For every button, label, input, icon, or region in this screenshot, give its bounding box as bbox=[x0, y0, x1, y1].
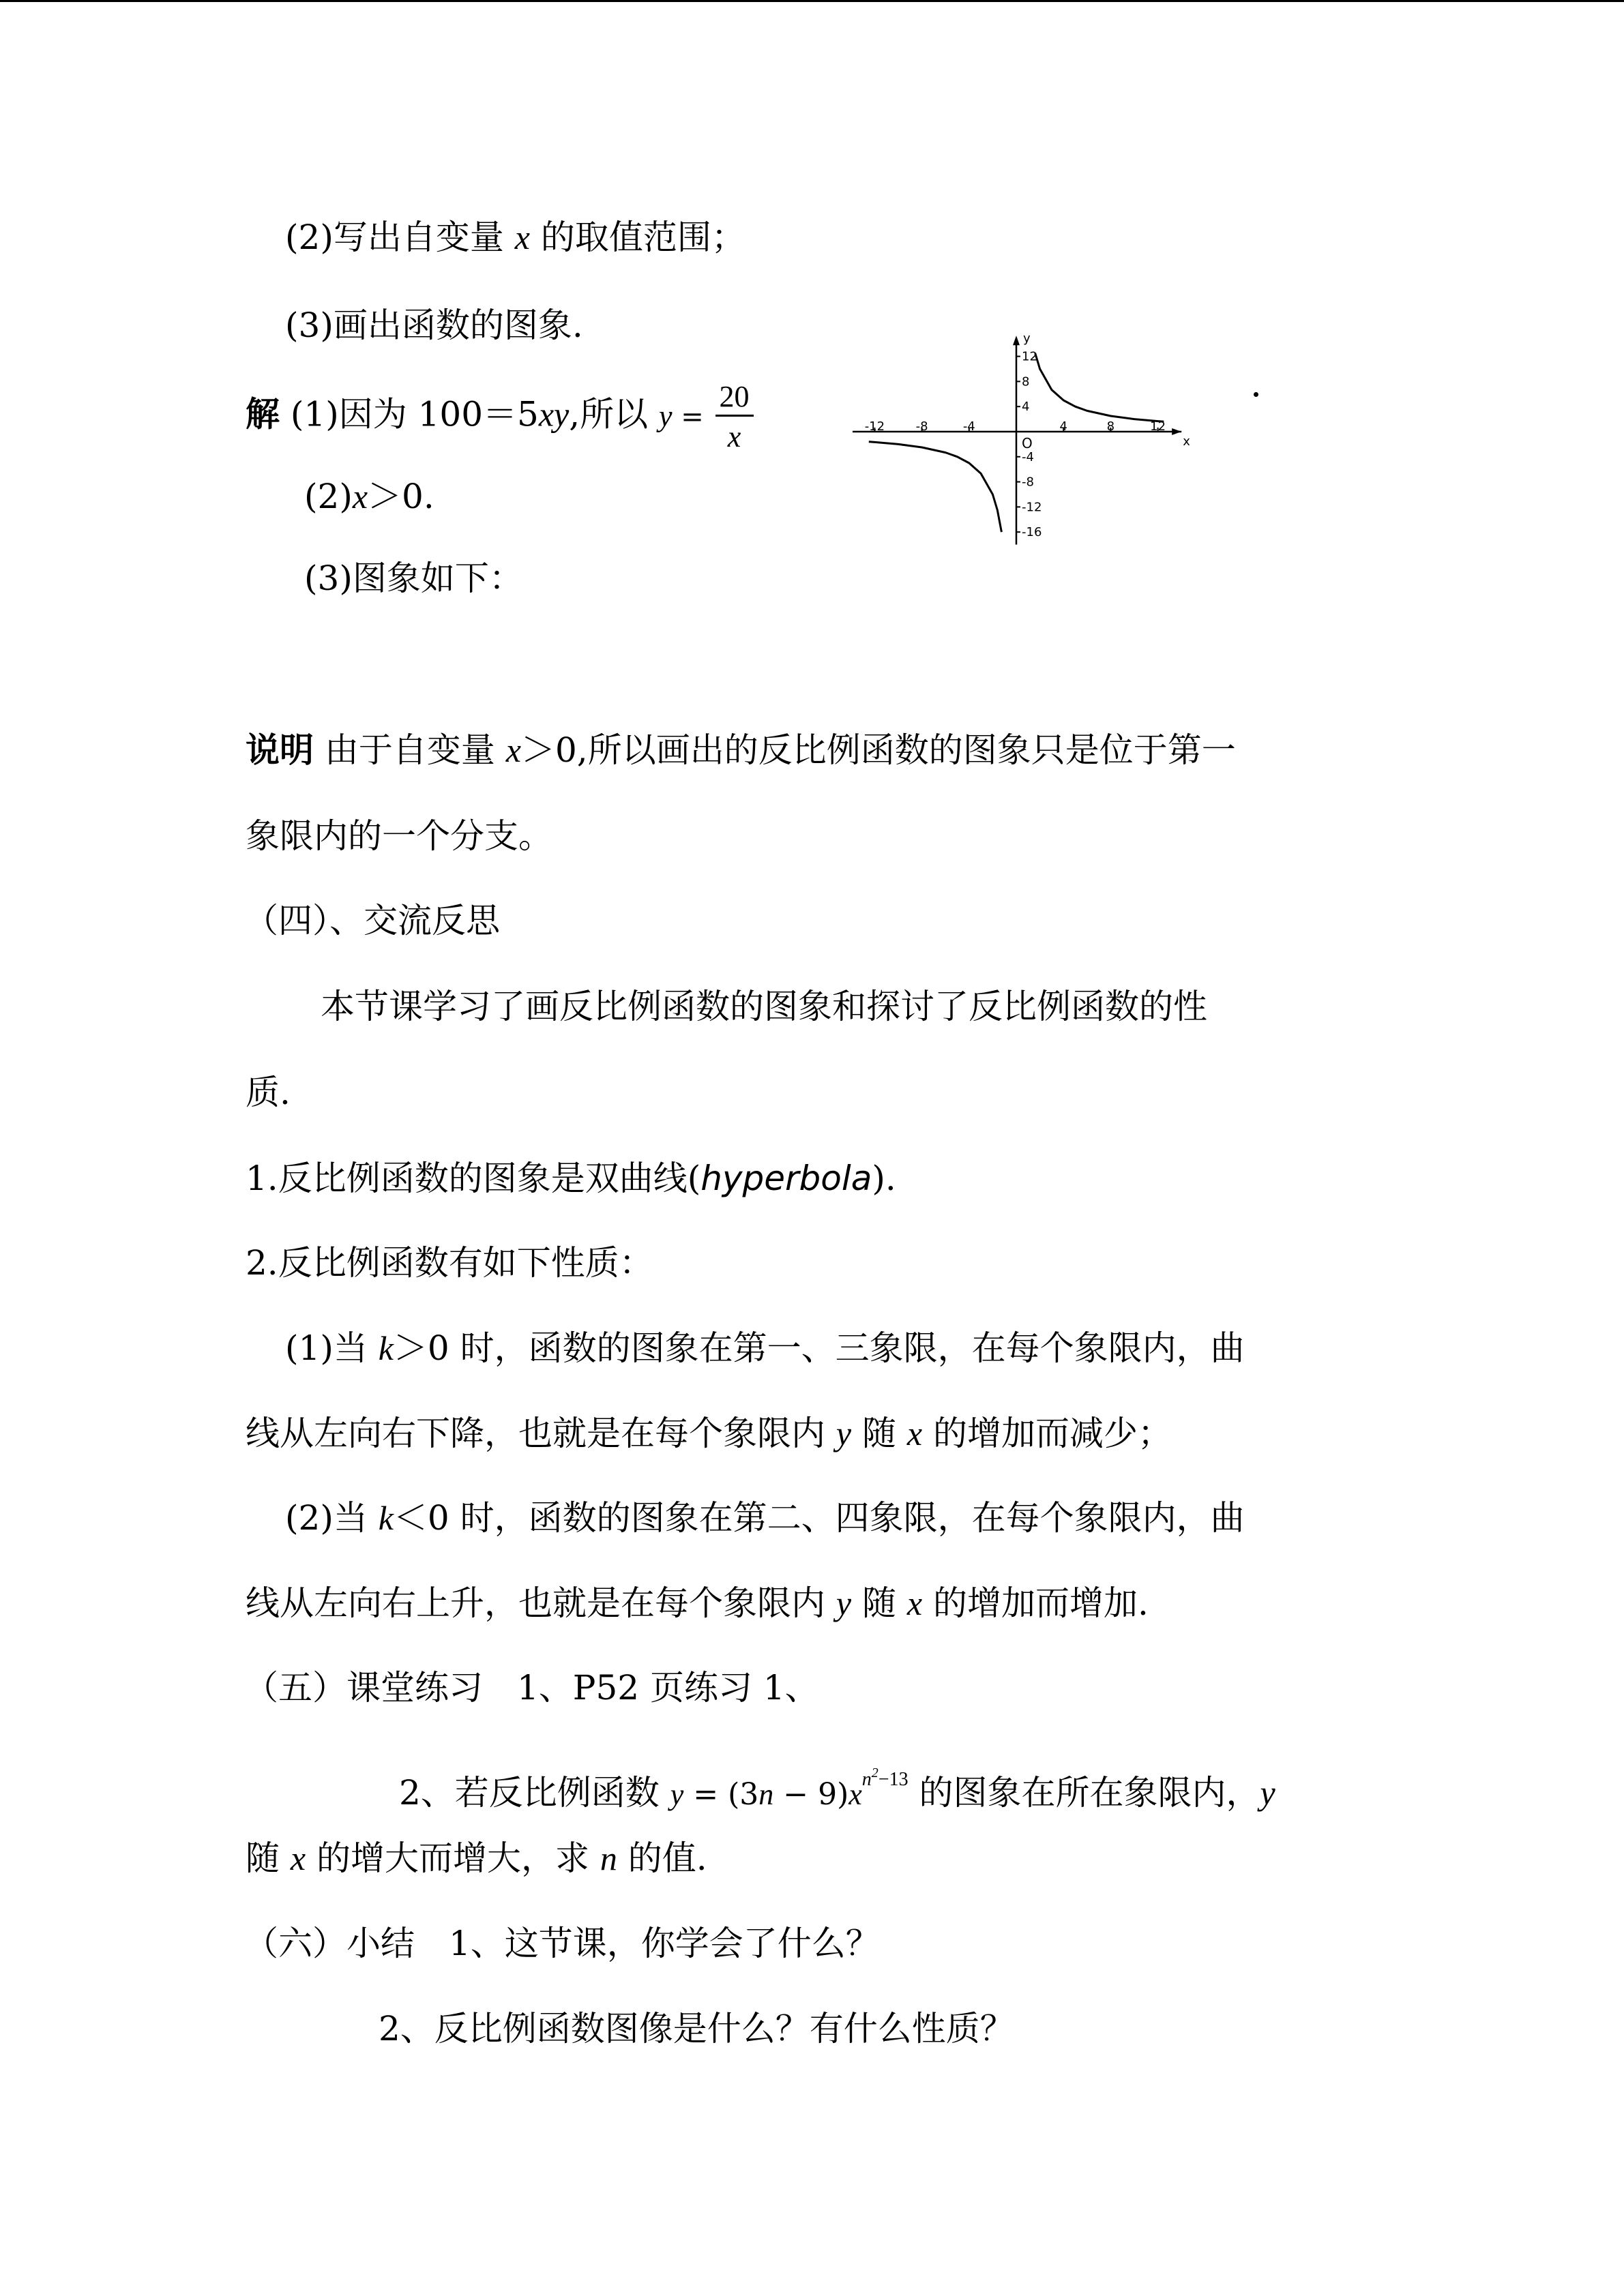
y-tick-label: 12 bbox=[1022, 349, 1037, 364]
paragraph-line-2: 质. bbox=[246, 1073, 291, 1112]
curve-branch-negative bbox=[869, 442, 1002, 533]
x-axis-label: x bbox=[1183, 434, 1190, 449]
x-tick-label: 4 bbox=[1059, 419, 1067, 434]
x-tick-label: 12 bbox=[1150, 419, 1166, 434]
y-tick-label: 8 bbox=[1022, 374, 1030, 389]
note-line-1: 说明 由于自变量 x＞0,所以画出的反比例函数的图象只是位于第一 bbox=[246, 730, 1236, 770]
curve-branch-positive bbox=[1035, 353, 1164, 421]
solution-3: (3)图象如下： bbox=[304, 558, 523, 598]
y-tick-label: -16 bbox=[1022, 525, 1042, 540]
summary-question-2: 2、反比例函数图像是什么？有什么性质？ bbox=[379, 2009, 1014, 2048]
trailing-period bbox=[1254, 392, 1258, 397]
question-3: (3)画出函数的图象. bbox=[285, 305, 583, 345]
x-tick-label: -4 bbox=[962, 419, 975, 434]
y-tick-label: -4 bbox=[1022, 449, 1034, 464]
property-2-line-1: (2)当 k＜0 时，函数的图象在第二、四象限，在每个象限内，曲 bbox=[285, 1498, 1245, 1538]
y-tick-label: 4 bbox=[1022, 400, 1030, 415]
y-tick-label: -8 bbox=[1022, 475, 1034, 490]
solution-label: 解 bbox=[246, 393, 280, 434]
note-line-2: 象限内的一个分支。 bbox=[246, 816, 552, 856]
graph-ticks bbox=[865, 350, 1166, 540]
x-tick-label: -12 bbox=[864, 419, 885, 434]
x-axis-arrow bbox=[1172, 428, 1181, 435]
note-label: 说明 bbox=[246, 730, 314, 770]
x-tick-label: 8 bbox=[1106, 419, 1115, 434]
question-2: (2)写出自变量 x 的取值范围； bbox=[285, 218, 745, 257]
x-tick-label: -8 bbox=[915, 419, 928, 434]
section-4-heading: （四）、交流反思 bbox=[244, 901, 500, 940]
fraction-20-over-x: $\frac{20}{x}$ bbox=[715, 382, 754, 452]
y-tick-label: -12 bbox=[1022, 500, 1042, 515]
exponent: n2−13 bbox=[861, 1765, 909, 1790]
property-item-2: 2.反比例函数有如下性质： bbox=[246, 1243, 653, 1283]
section-5-heading: （五）课堂练习 1、P52 页练习 1、 bbox=[244, 1668, 819, 1708]
solution-1: 解 (1)因为 100＝5xy,所以 y = $\frac{20}{x}$ bbox=[246, 382, 754, 457]
property-2-line-2: 线从左向右上升，也就是在每个象限内 y 随 x 的增加而增加. bbox=[246, 1583, 1149, 1623]
property-1-line-1: (1)当 k＞0 时，函数的图象在第一、三象限，在每个象限内，曲 bbox=[285, 1328, 1245, 1368]
section-6-heading: （六）小结 1、这节课，你学会了什么？ bbox=[244, 1924, 880, 1963]
property-1-line-2: 线从左向右下降，也就是在每个象限内 y 随 x 的增加而减少； bbox=[246, 1414, 1172, 1453]
y-axis-arrow bbox=[1013, 336, 1020, 345]
hyperbola-graph bbox=[853, 283, 1207, 569]
top-border bbox=[0, 0, 1624, 2]
paragraph-line-1: 本节课学习了画反比例函数的图象和探讨了反比例函数的性 bbox=[321, 987, 1207, 1026]
property-item-1: 1.反比例函数的图象是双曲线(hyperbola). bbox=[246, 1159, 896, 1198]
origin-label: O bbox=[1022, 435, 1033, 451]
exercise-2-line-1: 2、若反比例函数 $y = (3n - 9)x^{n^2-13}$ 的图象在所在象限内，y bbox=[399, 1765, 1275, 1813]
solution-2: (2)x＞0. bbox=[304, 477, 434, 516]
exercise-2-line-2: 随 x 的增大而增大，求 n 的值. bbox=[246, 1838, 707, 1878]
y-axis-label: y bbox=[1023, 331, 1031, 346]
